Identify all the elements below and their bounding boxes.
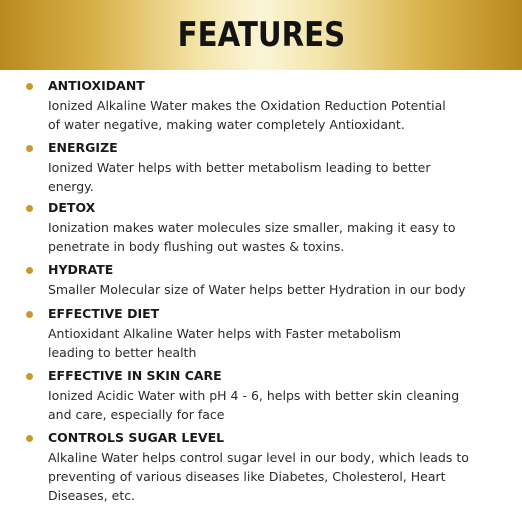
bullet-icon xyxy=(26,145,33,152)
bullet-icon xyxy=(26,373,33,380)
feature-description xyxy=(48,448,508,505)
feature-description-line: Antioxidant Alkaline Water helps with Faster metabolism xyxy=(48,326,402,341)
feature-description-line: penetrate in body flushing out wastes & toxins. xyxy=(48,239,345,254)
feature-description-line: Ionized Acidic Water with pH 4 - 6, helps with better skin cleaning xyxy=(48,388,460,403)
bullet-icon xyxy=(26,205,33,212)
feature-description xyxy=(48,324,508,362)
feature-description-line: Alkaline Water helps control sugar level in our body, which leads to xyxy=(48,450,469,465)
feature-description-line: Diseases, etc. xyxy=(48,488,136,503)
page-title: FEATURES xyxy=(177,15,345,55)
feature-title: ENERGIZE xyxy=(48,140,118,155)
feature-description xyxy=(48,96,508,134)
feature-description-line: Smaller Molecular size of Water helps better Hydration in our body xyxy=(48,282,466,297)
bullet-icon xyxy=(26,83,33,90)
feature-description xyxy=(48,158,508,196)
bullet-icon xyxy=(26,311,33,318)
feature-title: ANTIOXIDANT xyxy=(48,78,145,93)
feature-description-line: and care, especially for face xyxy=(48,407,225,422)
feature-description xyxy=(48,218,508,256)
feature-title: EFFECTIVE DIET xyxy=(48,306,160,321)
feature-description-line: of water negative, making water completely Antioxidant. xyxy=(48,117,405,132)
feature-title: EFFECTIVE IN SKIN CARE xyxy=(48,368,222,383)
feature-description-line: Ionization makes water molecules size smaller, making it easy to xyxy=(48,220,456,235)
feature-title: HYDRATE xyxy=(48,262,114,277)
feature-title: CONTROLS SUGAR LEVEL xyxy=(48,430,225,445)
feature-description-line: Ionized Water helps with better metabolism leading to better xyxy=(48,160,431,175)
feature-description-line: energy. xyxy=(48,179,94,194)
feature-title: DETOX xyxy=(48,200,96,215)
feature-description-line: leading to better health xyxy=(48,345,197,360)
feature-description xyxy=(48,386,508,424)
feature-description-line: preventing of various diseases like Diabetes, Cholesterol, Heart xyxy=(48,469,446,484)
bullet-icon xyxy=(26,435,33,442)
feature-description xyxy=(48,280,508,299)
feature-description-line: Ionized Alkaline Water makes the Oxidation Reduction Potential xyxy=(48,98,446,113)
features-banner xyxy=(0,0,522,70)
bullet-icon xyxy=(26,267,33,274)
